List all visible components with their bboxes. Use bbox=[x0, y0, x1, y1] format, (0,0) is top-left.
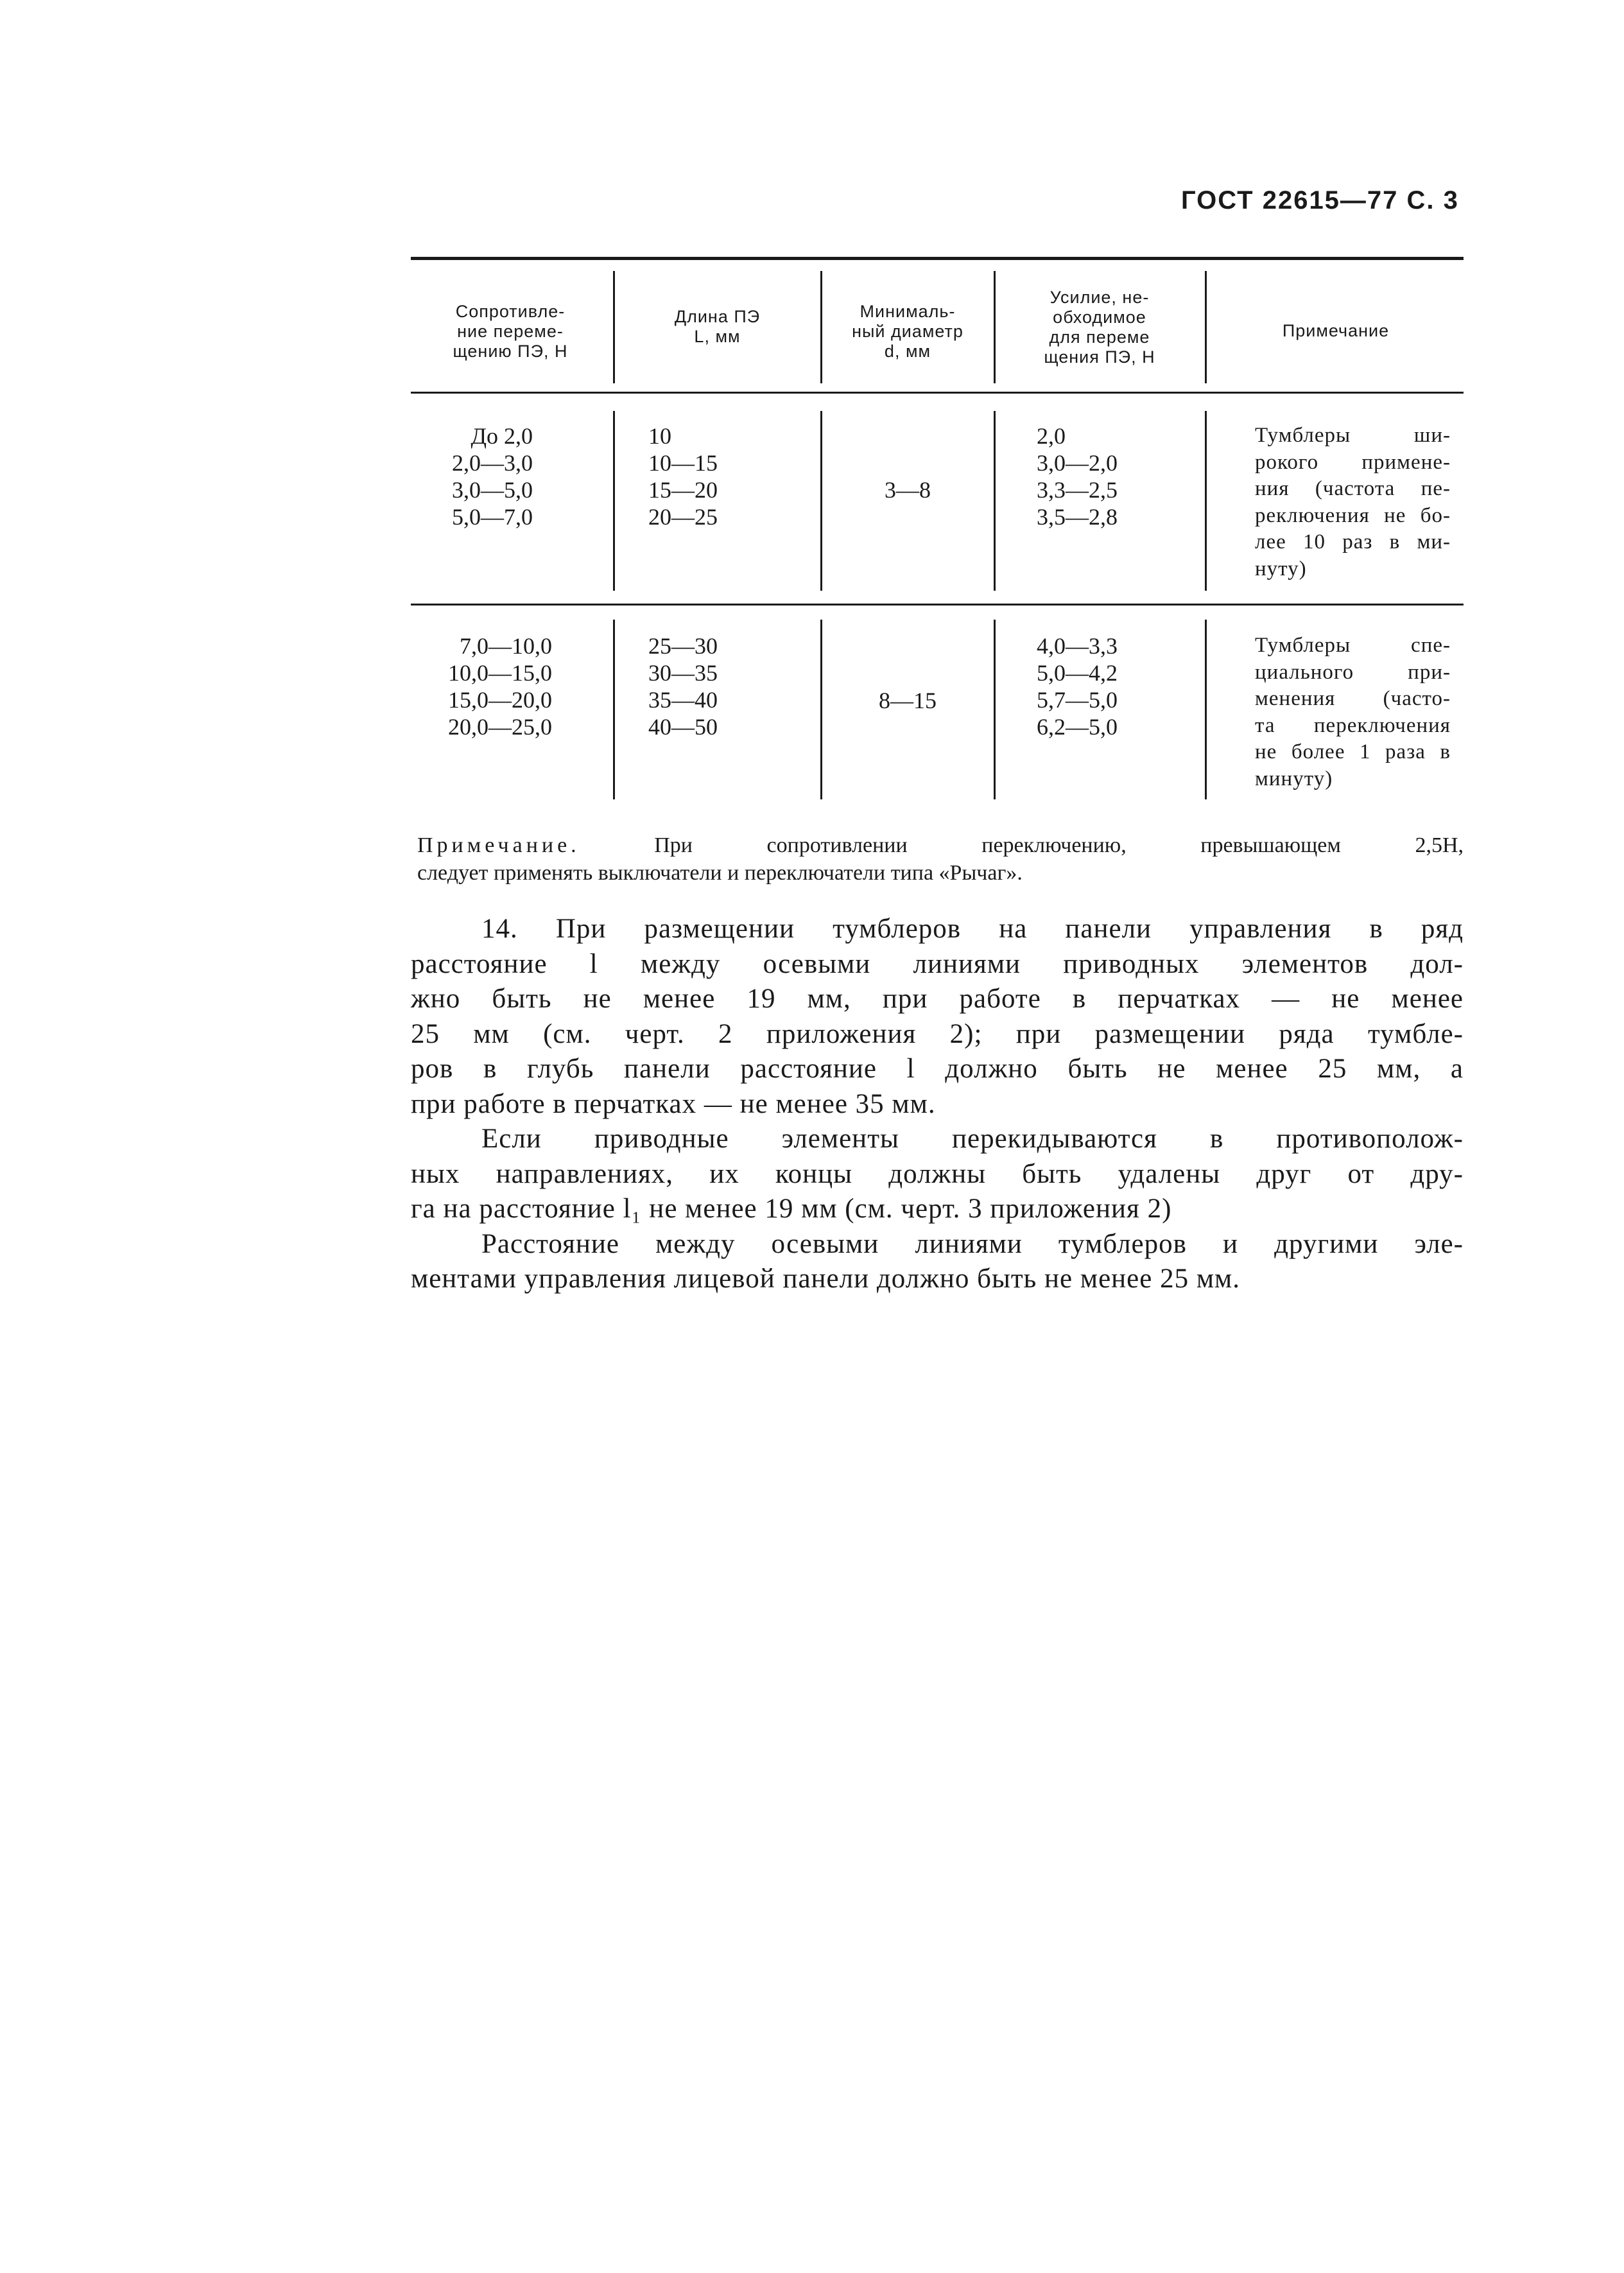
length-cell: 25—30 30—35 35—40 40—50 bbox=[648, 633, 718, 740]
note-cell: Тумблеры ши- рокого примене- ния (частота пе- реключения не бо- лее 10 раз в ми- нуту) bbox=[1255, 424, 1451, 580]
column-divider bbox=[820, 620, 822, 799]
column-divider bbox=[613, 271, 615, 383]
column-divider bbox=[820, 271, 822, 383]
table-footnote: Примечание. При сопротивлении переключению, превышающем 2,5Н, следует применять выключатели и переключатели типа «Рычаг». bbox=[417, 833, 1464, 885]
column-header-note: Примечание bbox=[1282, 321, 1390, 340]
table-top-rule bbox=[411, 257, 1464, 260]
table-header-rule bbox=[411, 392, 1464, 394]
resistance-cell: До 2,0 2,0—3,0 3,0—5,0 5,0—7,0 bbox=[452, 423, 533, 530]
resistance-cell: 7,0—10,0 10,0—15,0 15,0—20,0 20,0—25,0 bbox=[448, 633, 552, 740]
table-group-rule bbox=[411, 604, 1464, 605]
column-header-force: Усилие, не- обходимое для переме щения ПЭ, Н bbox=[1044, 288, 1155, 367]
column-header-diameter: Минималь- ный диаметр d, мм bbox=[852, 302, 963, 361]
page-header: ГОСТ 22615—77 С. 3 bbox=[1181, 186, 1459, 214]
column-header-length: Длина ПЭ L, мм bbox=[674, 307, 761, 346]
diameter-cell: 3—8 bbox=[885, 477, 931, 503]
column-divider bbox=[820, 411, 822, 591]
spec-table bbox=[411, 257, 1464, 809]
column-divider bbox=[994, 411, 996, 591]
footnote-label: Примечание. bbox=[417, 833, 580, 857]
body-text bbox=[411, 912, 1464, 1297]
column-divider bbox=[613, 411, 615, 591]
paragraph: 14. При размещении тумблеров на панели управления в ряд расстояние l между осевыми линиями приводных элементов дол- жно быть не менее 19 мм, при работе в перчатках — не менее 25 мм (см. черт. 2 приложения 2); при размещении ряда тумбле- ров в глубь панели расстояние l должно быть не менее 25 мм, а при работе в перчатках — не менее 35 мм. bbox=[411, 914, 1464, 1119]
column-divider bbox=[1205, 271, 1207, 383]
note-cell: Тумблеры спе- циального при- менения (часто- та переключения не более 1 раза в минуту) bbox=[1255, 634, 1451, 790]
diameter-cell: 8—15 bbox=[879, 688, 937, 713]
column-divider bbox=[994, 620, 996, 799]
column-header-resistance: Сопротивле- ние переме- щению ПЭ, Н bbox=[453, 302, 568, 361]
length-cell: 10 10—15 15—20 20—25 bbox=[648, 423, 718, 530]
force-cell: 4,0—3,3 5,0—4,2 5,7—5,0 6,2—5,0 bbox=[1037, 633, 1118, 740]
column-divider bbox=[1205, 411, 1207, 591]
column-divider bbox=[994, 271, 996, 383]
paragraph: Если приводные элементы перекидываются в противополож- ных направлениях, их концы должны быть удалены друг от дру- га на расстояние l₁ не менее 19 мм (см. черт. 3 приложения 2) bbox=[411, 1124, 1464, 1224]
paragraph: Расстояние между осевыми линиями тумблеров и другими эле- ментами управления лицевой панели должно быть не менее 25 мм. bbox=[411, 1228, 1464, 1294]
column-divider bbox=[613, 620, 615, 799]
force-cell: 2,0 3,0—2,0 3,3—2,5 3,5—2,8 bbox=[1037, 423, 1118, 530]
column-divider bbox=[1205, 620, 1207, 799]
